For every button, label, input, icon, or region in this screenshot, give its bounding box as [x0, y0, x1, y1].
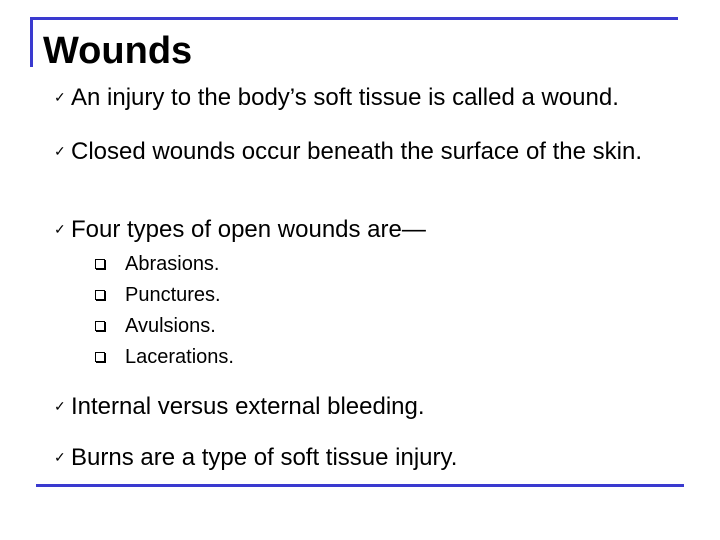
sub-bullet-item — [95, 249, 220, 279]
hollow-square-icon — [95, 321, 105, 331]
check-mark-icon: ✓ — [54, 143, 66, 159]
bullet-item — [54, 138, 651, 166]
sub-bullet-item — [95, 280, 221, 310]
sub-bullet-text: Punctures. — [125, 284, 221, 306]
bottom-rule — [36, 484, 684, 487]
bullet-item — [54, 393, 651, 421]
sub-bullet-text: Abrasions. — [125, 253, 220, 275]
sub-bullet-item — [95, 342, 234, 372]
bullet-text: An injury to the body’s soft tissue is called a wound. — [71, 84, 619, 111]
check-mark-icon: ✓ — [54, 449, 66, 465]
hollow-square-icon — [95, 352, 105, 362]
bullet-text: Four types of open wounds are— — [71, 216, 426, 243]
bullet-item — [54, 444, 651, 472]
bullet-text: Closed wounds occur beneath the surface of the skin. — [71, 138, 643, 165]
title-frame-left — [30, 17, 33, 67]
bullet-text: Internal versus external bleeding. — [71, 393, 425, 420]
sub-bullet-item — [95, 311, 216, 341]
check-mark-icon: ✓ — [54, 221, 66, 237]
hollow-square-icon — [95, 259, 105, 269]
hollow-square-icon — [95, 290, 105, 300]
title-frame-top — [30, 17, 678, 20]
check-mark-icon: ✓ — [54, 398, 66, 414]
slide-title: Wounds — [43, 30, 193, 72]
sub-bullet-text: Avulsions. — [125, 315, 216, 337]
sub-bullet-text: Lacerations. — [125, 346, 234, 368]
check-mark-icon: ✓ — [54, 89, 66, 105]
bullet-item — [54, 84, 651, 112]
bullet-text: Burns are a type of soft tissue injury. — [71, 444, 458, 471]
bullet-item — [54, 216, 651, 244]
